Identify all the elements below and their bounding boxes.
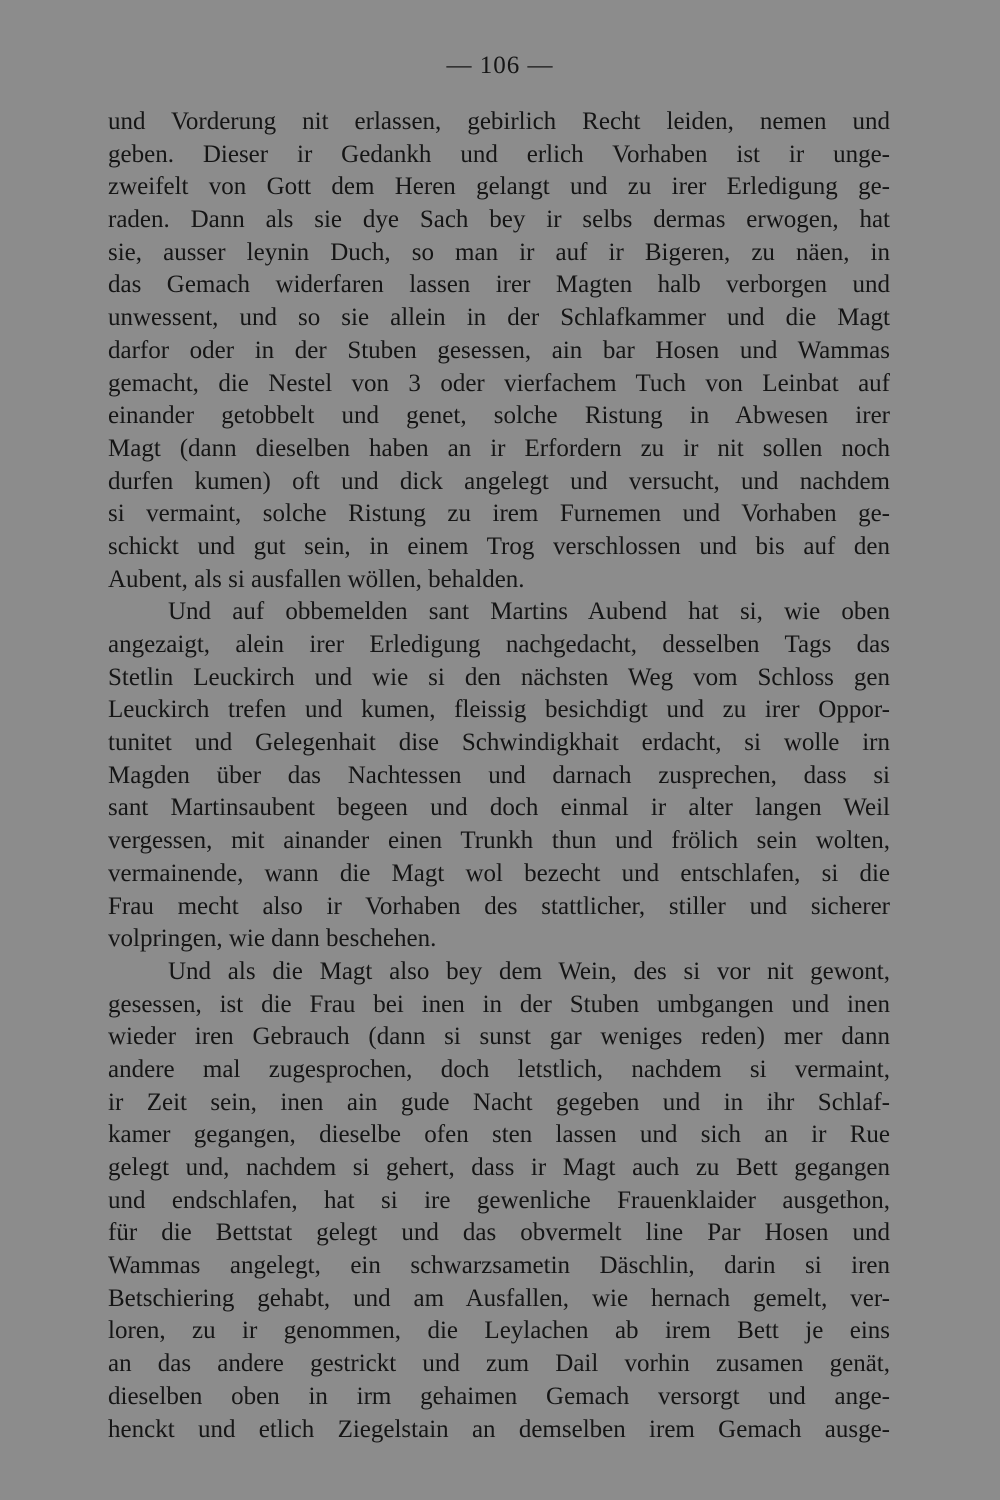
text-line: angezaigt, alein irer Erledigung nachgedacht, desselben Tags das: [108, 631, 890, 658]
text-line: Magden über das Nachtessen und darnach zusprechen, dass si: [108, 761, 890, 789]
text-line: an das andere gestrickt und zum Dail vorhin zusamen genät,: [108, 1350, 890, 1378]
text-line: andere mal zugesprochen, doch letstlich, nachdem si vermaint,: [108, 1055, 890, 1083]
text-line: und endschlafen, hat si ire gewenliche Frauenklaider ausgethon,: [108, 1186, 890, 1214]
text-line: und Vorderung nit erlassen, gebirlich Recht leiden, nemen und: [108, 108, 890, 135]
text-line: Magt (dann dieselben haben an ir Erfordern zu ir nit sollen noch: [108, 434, 890, 462]
text-line: kamer gegangen, dieselbe ofen sten lassen und sich an ir Rue: [108, 1121, 890, 1149]
text-line: Wammas angelegt, ein schwarzsametin Däschlin, darin si iren: [108, 1252, 890, 1280]
page-number: — 106 —: [446, 52, 554, 79]
text-line: Frau mecht also ir Vorhaben des stattlicher, stiller und sicherer: [108, 892, 890, 920]
text-line: gesessen, ist die Frau bei inen in der Stuben umbgangen und inen: [108, 990, 890, 1018]
text-line: geben. Dieser ir Gedankh und erlich Vorhaben ist ir unge-: [108, 140, 890, 168]
text-line: loren, zu ir genommen, die Leylachen ab irem Bett je eins: [108, 1317, 890, 1345]
text-line: ir Zeit sein, inen ain gude Nacht gegeben und in ihr Schlaf-: [108, 1088, 890, 1116]
paragraph-end-line: Aubent, als si ausfallen wöllen, behalden.: [108, 565, 525, 593]
text-line: Betschiering gehabt, und am Ausfallen, wie hernach gemelt, ver-: [108, 1284, 890, 1312]
text-line: si vermaint, solche Ristung zu irem Furnemen und Vorhaben ge-: [108, 500, 890, 528]
text-line: gemacht, die Nestel von 3 oder vierfachem Tuch von Leinbat auf: [108, 369, 890, 397]
paragraph-end-line: volpringen, wie dann beschehen.: [108, 925, 437, 953]
text-line: zweifelt von Gott dem Heren gelangt und zu irer Erledigung ge-: [108, 173, 890, 201]
text-line: vergessen, mit ainander einen Trunkh thun und frölich sein wolten,: [108, 827, 890, 855]
text-line: dieselben oben in irm gehaimen Gemach versorgt und ange-: [108, 1382, 890, 1410]
text-line: unwessent, und so sie allein in der Schlafkammer und die Magt: [108, 304, 890, 332]
text-line: henckt und etlich Ziegelstain an demselben irem Gemach ausge-: [108, 1415, 890, 1443]
text-line: sant Martinsaubent begeen und doch einmal ir alter langen Weil: [108, 794, 890, 822]
text-line: das Gemach widerfaren lassen irer Magten halb verborgen und: [108, 271, 890, 299]
text-line: Stetlin Leuckirch und wie si den nächsten Weg vom Schloss gen: [108, 663, 890, 691]
text-line: durfen kumen) oft und dick angelegt und versucht, und nachdem: [108, 467, 890, 495]
text-line: für die Bettstat gelegt und das obvermelt line Par Hosen und: [108, 1219, 890, 1247]
text-line: raden. Dann als sie dye Sach bey ir selbs dermas erwogen, hat: [108, 206, 890, 234]
text-line: tunitet und Gelegenhait dise Schwindigkhait erdacht, si wolle irn: [108, 729, 890, 757]
text-line: darfor oder in der Stuben gesessen, ain bar Hosen und Wammas: [108, 336, 890, 364]
paragraph-start-line: Und auf obbemelden sant Martins Aubend hat si, wie oben: [168, 598, 890, 626]
body-text: [108, 106, 890, 1446]
text-line: vermainende, wann die Magt wol bezecht und entschlafen, si die: [108, 859, 890, 887]
text-line: Leuckirch trefen und kumen, fleissig besichdigt und zu irer Oppor-: [108, 696, 890, 724]
paragraph-start-line: Und als die Magt also bey dem Wein, des si vor nit gewont,: [168, 957, 890, 985]
text-line: wieder iren Gebrauch (dann si sunst gar weniges reden) mer dann: [108, 1023, 890, 1051]
text-line: einander getobbelt und genet, solche Ristung in Abwesen irer: [108, 402, 890, 430]
text-line: schickt und gut sein, in einem Trog verschlossen und bis auf den: [108, 532, 890, 560]
text-line: gelegt und, nachdem si gehert, dass ir Magt auch zu Bett gegangen: [108, 1154, 890, 1181]
text-line: sie, ausser leynin Duch, so man ir auf ir Bigeren, zu näen, in: [108, 238, 890, 266]
